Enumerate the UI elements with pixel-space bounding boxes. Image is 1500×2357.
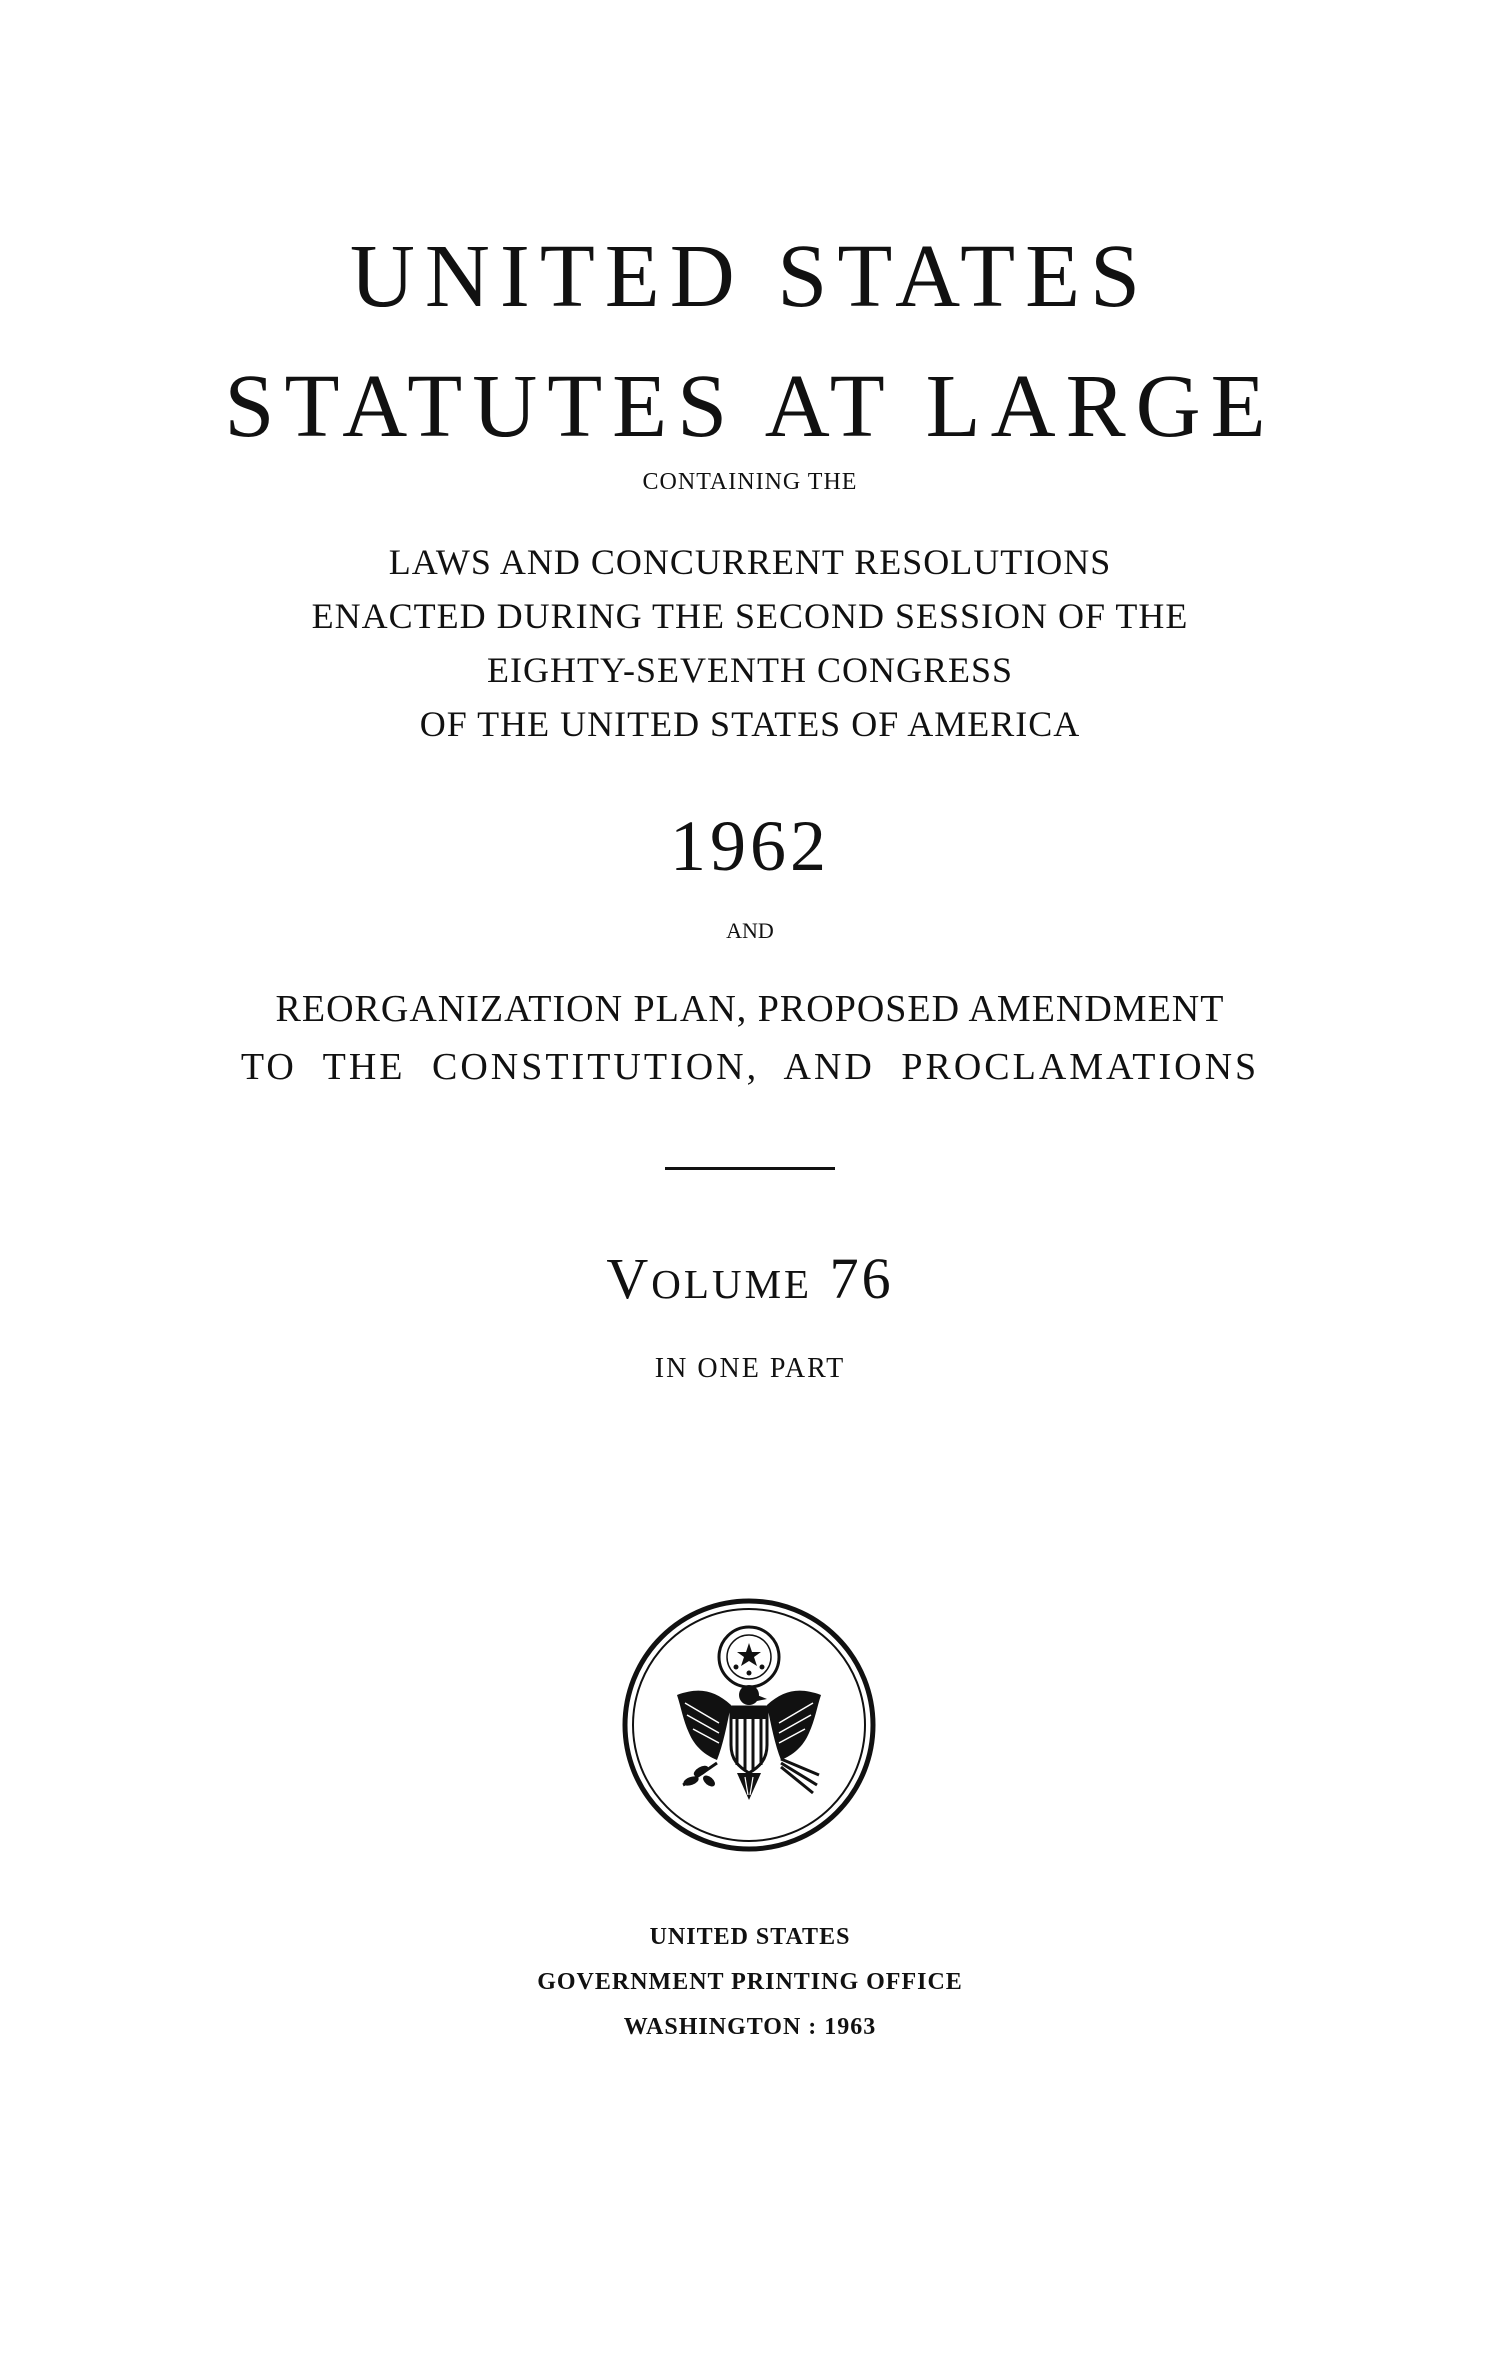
containing-label: CONTAINING THE xyxy=(642,469,858,495)
subtitle-line-4: OF THE UNITED STATES OF AMERICA xyxy=(419,704,1081,744)
volume-label: Volume 76 xyxy=(606,1246,894,1311)
volume-parts: IN ONE PART xyxy=(654,1353,846,1384)
divider-rule xyxy=(665,1167,835,1170)
conjunction: AND xyxy=(726,918,774,943)
subtitle-line-1: LAWS AND CONCURRENT RESOLUTIONS xyxy=(388,542,1112,582)
subtitle-line-3: EIGHTY-SEVENTH CONGRESS xyxy=(487,650,1013,690)
year: 1962 xyxy=(670,806,830,886)
additional-line-2: TO THE CONSTITUTION, AND PROCLAMATIONS xyxy=(240,1046,1260,1088)
subtitle-line-2: ENACTED DURING THE SECOND SESSION OF THE xyxy=(311,596,1189,636)
imprint-line-3: WASHINGTON : 1963 xyxy=(623,2014,877,2040)
title-line-2: STATUTES AT LARGE xyxy=(224,357,1276,456)
imprint-line-2: GOVERNMENT PRINTING OFFICE xyxy=(537,1969,963,1995)
great-seal-eagle-icon xyxy=(619,1595,879,1855)
title-line-1: UNITED STATES xyxy=(349,227,1151,326)
additional-line-1: REORGANIZATION PLAN, PROPOSED AMENDMENT xyxy=(275,988,1225,1030)
imprint-line-1: UNITED STATES xyxy=(649,1924,851,1950)
